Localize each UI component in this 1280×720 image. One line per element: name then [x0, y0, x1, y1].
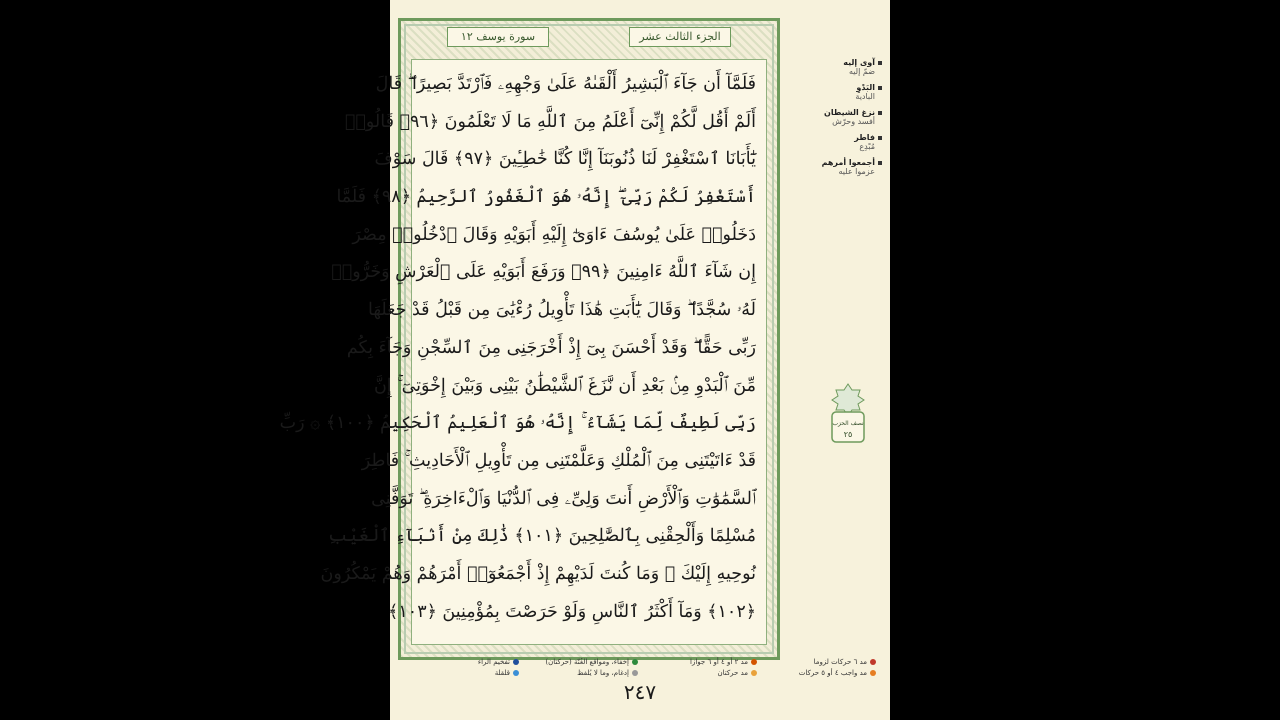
hizb-number: ٢٥: [843, 430, 853, 439]
legend-item: قلقلة: [404, 669, 519, 677]
verse-line: ٱلسَّمَٰوَٰتِ وَٱلْأَرْضِ أَنتَ وَلِىِّۦ فِى ٱلدُّنْيَا وَٱلْءَاخِرَةِ ۖ تَوَفَّنِى: [371, 488, 756, 509]
verse-line: ﴿١٠٢﴾ وَمَآ أَكْثَرُ ٱلنَّاسِ وَلَوْ حَرَصْتَ بِمُؤْمِنِينَ ﴿١٠٣﴾: [388, 601, 756, 622]
legend-column: [404, 656, 519, 678]
note-definition: أفسد وحرّش: [832, 117, 875, 126]
legend-column: [523, 656, 638, 678]
margin-note: [812, 83, 882, 101]
surah-header: سورة يوسف ١٢: [447, 27, 549, 47]
verse-line: قَدْ ءَاتَيْتَنِى مِنَ ٱلْمُلْكِ وَعَلَّمْتَنِى مِن تَأْوِيلِ ٱلْأَحَادِيثِ ۚ فَاطِرَ: [361, 450, 756, 471]
legend-item: إدغام، وما لا يُلفظ: [523, 669, 638, 677]
margin-note: [812, 108, 882, 126]
verse-line: نُوحِيهِ إِلَيْكَ ۖ وَمَا كُنتَ لَدَيْهِمْ إِذْ أَجْمَعُوٓا۟ أَمْرَهُمْ وَهُمْ يَمْكُرُونَ: [320, 563, 756, 584]
note-definition: عزموا عليه: [838, 167, 875, 176]
margin-notes: [812, 58, 882, 183]
tajweed-legend: [404, 656, 876, 678]
legend-dot-icon: [751, 670, 757, 676]
note-term: فاطر: [812, 133, 882, 142]
legend-dot-icon: [632, 659, 638, 665]
legend-item: مد واجب ٤ أو ٥ حركات: [761, 669, 876, 677]
legend-item: مد حركتان: [642, 669, 757, 677]
hizb-marker-icon: [828, 382, 868, 446]
legend-dot-icon: [513, 659, 519, 665]
verse-line: أَلَمْ أَقُل لَّكُمْ إِنِّىٓ أَعْلَمُ مِنَ ٱللَّهِ مَا لَا تَعْلَمُونَ ﴿٩٦﴾ قَالُوا۟: [344, 111, 756, 132]
legend-item: إخفاء، ومواقع الغُنّة (حركتان): [523, 658, 638, 666]
verse-line: يَٰٓأَبَانَا ٱسْتَغْفِرْ لَنَا ذُنُوبَنَآ إِنَّا كُنَّا خَٰطِـِٔينَ ﴿٩٧﴾ قَالَ سَوْفَ: [374, 149, 756, 170]
verse-line: فَلَمَّآ أَن جَآءَ ٱلْبَشِيرُ أَلْقَىٰهُ عَلَىٰ وَجْهِهِۦ فَٱرْتَدَّ بَصِيرًا ۖ قَالَ: [375, 74, 756, 94]
legend-column: [761, 656, 876, 678]
note-definition: مُبْدِع: [859, 142, 875, 151]
text-panel: [279, 59, 767, 645]
verse-line: لَهُۥ سُجَّدًا ۖ وَقَالَ يَٰٓأَبَتِ هَٰذَا تَأْوِيلُ رُءْيَٰىَ مِن قَبْلُ قَدْ جَعَلَهَا: [367, 300, 756, 321]
note-term: البَدْوِ: [812, 83, 882, 92]
verse-line: رَبِّى حَقًّا ۖ وَقَدْ أَحْسَنَ بِىٓ إِذْ أَخْرَجَنِى مِنَ ٱلسِّجْنِ وَجَآءَ بِكُم: [346, 337, 756, 358]
legend-item: مد ٦ حركات لزوما: [761, 658, 876, 666]
legend-item: تفخيم الراء: [404, 658, 519, 666]
note-definition: ضمّ إليه: [848, 67, 875, 76]
legend-dot-icon: [751, 659, 757, 665]
page-frame: [279, 18, 780, 660]
verse-line: أَسْتَغْفِرُ لَكُمْ رَبِّىٓ ۖ إِنَّهُۥ هُوَ ٱلْغَفُورُ ٱلرَّحِيمُ ﴿٩٨﴾ فَلَمَّا: [336, 187, 756, 208]
margin-note: [812, 133, 882, 151]
verse-line: دَخَلُوا۟ عَلَىٰ يُوسُفَ ءَاوَىٰٓ إِلَيْهِ أَبَوَيْهِ وَقَالَ ٱدْخُلُوا۟ مِصْرَ: [352, 224, 756, 245]
hizb-label: نصف الحزب: [832, 420, 864, 427]
legend-dot-icon: [513, 670, 519, 676]
legend-column: [642, 656, 757, 678]
note-definition: البادية: [855, 92, 875, 101]
note-term: نزغ الشيطان: [812, 108, 882, 117]
legend-dot-icon: [632, 670, 638, 676]
verse-lines: [279, 66, 756, 631]
note-term: أجمعوا أمرهم: [812, 158, 882, 167]
juz-header: الجزء الثالث عشر: [629, 27, 731, 47]
verse-line: مِّنَ ٱلْبَدْوِ مِنۢ بَعْدِ أَن نَّزَغَ ٱلشَّيْطَٰنُ بَيْنِى وَبَيْنَ إِخْوَتِىٓ ۚ إِنَّ: [373, 375, 756, 396]
mushaf-page: [279, 0, 890, 720]
legend-item: مد ٢ أو ٤ أو ٦ جوازا: [642, 658, 757, 666]
verse-line: إِن شَآءَ ٱللَّهُ ءَامِنِينَ ﴿٩٩﴾ وَرَفَعَ أَبَوَيْهِ عَلَى ٱلْعَرْشِ وَخَرُّوا۟: [331, 262, 756, 283]
page-number: ٢٤٧: [623, 680, 657, 704]
margin-note: [812, 158, 882, 176]
note-term: آوى إليه: [812, 58, 882, 67]
verse-line: رَبِّى لَطِيفٌ لِّمَا يَشَآءُ ۚ إِنَّهُۥ هُوَ ٱلْعَلِيمُ ٱلْحَكِيمُ ﴿١٠٠﴾ ۞ رَبِّ: [279, 413, 756, 434]
verse-line: مُسْلِمًا وَأَلْحِقْنِى بِٱلصَّٰلِحِينَ ﴿١٠١﴾ ذَٰلِكَ مِنْ أَنۢبَآءِ ٱلْغَيْبِ: [328, 526, 756, 547]
legend-dot-icon: [870, 670, 876, 676]
legend-dot-icon: [870, 659, 876, 665]
margin-note: [812, 58, 882, 76]
